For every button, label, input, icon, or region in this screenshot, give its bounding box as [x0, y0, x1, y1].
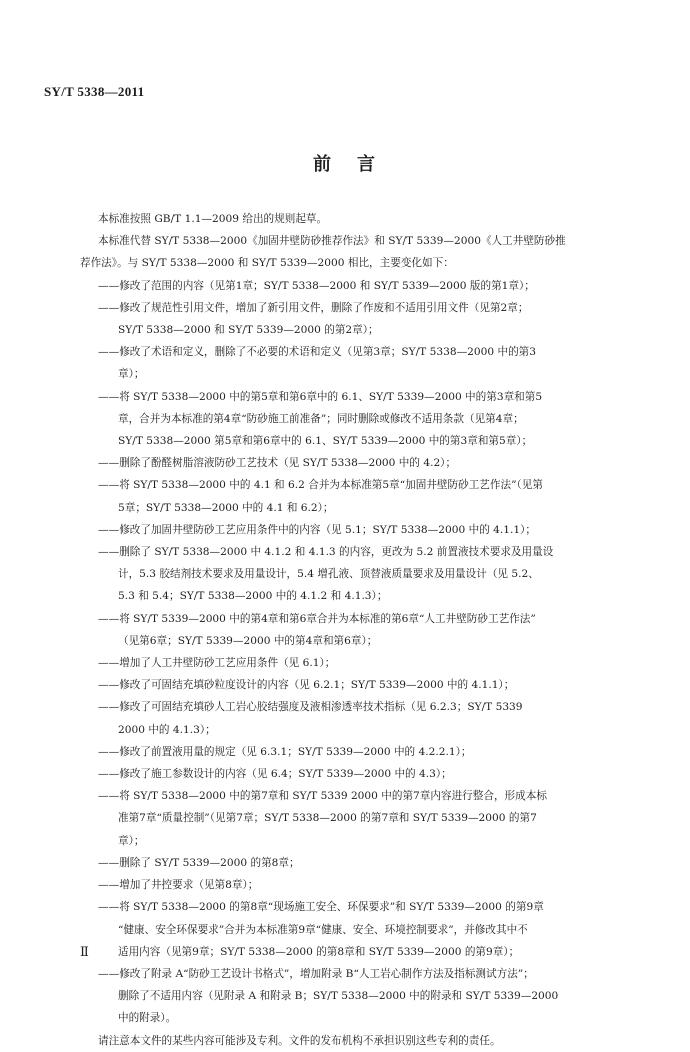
- change-item-text-continued: 删除了不适用内容（见附录 A 和附录 B；SY/T 5338—2000 中的附录和 SY/T 5339—2000: [118, 990, 559, 1003]
- change-list-item: [80, 785, 650, 852]
- change-list-item: [80, 275, 650, 297]
- document-body: [80, 208, 650, 1052]
- change-list-item: [80, 741, 650, 763]
- change-item-text: ——修改了可固结充填砂人工岩心胶结强度及液相渗透率技术指标（见 6.2.3；SY/T 5339: [98, 701, 523, 714]
- change-list-item: [80, 452, 650, 474]
- change-item-text: ——将 SY/T 5339—2000 中的第4章和第6章合并为本标准的第6章“人工井壁防砂工艺作法”: [98, 612, 536, 625]
- change-list-item: [80, 608, 650, 652]
- change-list-item: [80, 763, 650, 785]
- change-list-item: [80, 852, 650, 874]
- change-list-item: [80, 519, 650, 541]
- page-title: [0, 150, 690, 176]
- change-list-item: [80, 652, 650, 674]
- change-item-text: ——将 SY/T 5338—2000 中的 4.1 和 6.2 合并为本标准第5章“加固井壁防砂工艺作法”（见第: [98, 479, 543, 492]
- change-item-text: ——将 SY/T 5338—2000 中的第7章和 SY/T 5339 2000 中的第7章内容进行整合，形成本标: [98, 790, 547, 803]
- change-item-text-continued: 准第7章“质量控制”（见第7章；SY/T 5338—2000 的第7章和 SY/T 5339—2000 的第7: [118, 812, 537, 825]
- change-item-text: ——修改了附录 A“防砂工艺设计书格式”，增加附录 B“人工岩心制作方法及指标测试方法”；: [98, 967, 534, 980]
- title-char: 言: [357, 154, 377, 175]
- change-list-item: [80, 874, 650, 896]
- patent-notice: 请注意本文件的某些内容可能涉及专利。文件的发布机构不承担识别这些专利的责任。: [98, 1034, 501, 1047]
- change-list-item: [80, 696, 650, 740]
- change-item-text: ——删除了 SY/T 5338—2000 中 4.1.2 和 4.1.3 的内容，更改为 5.2 前置液技术要求及用量设: [98, 546, 554, 559]
- change-list-item: [80, 341, 650, 385]
- change-list-item: [80, 541, 650, 608]
- change-item-text-continued: （见第6章；SY/T 5339—2000 中的第4章和第6章）；: [118, 634, 378, 647]
- intro-paragraph: 本标准代替 SY/T 5338—2000《加固井壁防砂推荐作法》和 SY/T 5339—2000《人工井壁防砂推: [98, 235, 566, 248]
- change-list-item: [80, 896, 650, 963]
- change-list-item: [80, 963, 650, 1030]
- change-item-text: ——修改了加固井壁防砂工艺应用条件中的内容（见 5.1；SY/T 5338—2000 中的 4.1.1）；: [98, 523, 536, 536]
- change-item-text-continued: 2000 中的 4.1.3）；: [118, 723, 216, 736]
- change-item-text: ——修改了术语和定义，删除了不必要的术语和定义（见第3章；SY/T 5338—2000 中的第3: [98, 346, 537, 359]
- change-item-text-continued: 章）；: [118, 834, 145, 847]
- change-item-text: ——增加了人工井壁防砂工艺应用条件（见 6.1）；: [98, 657, 336, 670]
- change-item-text-continued: 章）；: [118, 368, 145, 381]
- change-list-item: [80, 674, 650, 696]
- change-item-text-continued: 5.3 和 5.4；SY/T 5338—2000 中的 4.1.2 和 4.1.3）；: [118, 590, 388, 603]
- title-char: 前: [313, 154, 333, 175]
- change-list-item: [80, 297, 650, 341]
- change-item-text: ——修改了施工参数设计的内容（见 6.4；SY/T 5339—2000 中的 4.3）；: [98, 768, 452, 781]
- change-item-text: ——将 SY/T 5338—2000 中的第5章和第6章中的 6.1、SY/T 5339—2000 中的第3章和第5: [98, 390, 543, 403]
- change-item-text-continued: 章，合并为本标准的第4章“防砂施工前准备”；同时删除或修改不适用条款（见第4章；: [118, 412, 524, 425]
- change-item-text: ——修改了范围的内容（见第1章；SY/T 5338—2000 和 SY/T 5339—2000 版的第1章）；: [98, 279, 535, 292]
- change-item-text: ——修改了可固结充填砂粒度设计的内容（见 6.2.1；SY/T 5339—2000 中的 4.1.1）；: [98, 679, 515, 692]
- change-item-text-continued: “健康、安全环保要求”合并为本标准第9章“健康、安全、环境控制要求”，并修改其中不: [118, 923, 528, 936]
- intro-paragraph-continued: 荐作法》。与 SY/T 5338—2000 和 SY/T 5339—2000 相比，主要变化如下：: [80, 257, 454, 270]
- intro-paragraph: 本标准按照 GB/T 1.1—2009 给出的规则起草。: [98, 213, 328, 225]
- change-list-item: [80, 386, 650, 453]
- change-list: [80, 275, 650, 1030]
- page-number: Ⅱ: [80, 944, 89, 959]
- change-list-item: [80, 474, 650, 518]
- change-item-text: ——增加了井控要求（见第8章）；: [98, 879, 259, 892]
- change-item-text: ——删除了酚醛树脂溶液防砂工艺技术（见 SY/T 5338—2000 中的 4.2）；: [98, 457, 457, 470]
- change-item-text: ——删除了 SY/T 5339—2000 的第8章；: [98, 856, 300, 869]
- change-item-text-continued: SY/T 5338—2000 和 SY/T 5339—2000 的第2章）；: [118, 324, 379, 337]
- change-item-text: ——修改了规范性引用文件，增加了新引用文件，删除了作废和不适用引用文件（见第2章；: [98, 301, 529, 314]
- change-item-text-continued: 中的附录）。: [118, 1012, 177, 1025]
- change-item-text-continued: SY/T 5338—2000 第5章和第6章中的 6.1、SY/T 5339—2000 中的第3章和第5章）；: [118, 435, 533, 448]
- change-item-text-continued: 计，5.3 胶结剂技术要求及用量设计，5.4 增孔液、顶替液质量要求及用量设计（见 5.2、: [118, 568, 539, 581]
- standard-code: SY/T 5338—2011: [44, 84, 145, 99]
- change-item-text-continued: 适用内容（见第9章；SY/T 5338—2000 的第8章和 SY/T 5339—2000 的第9章）；: [118, 945, 520, 958]
- change-item-text: ——修改了前置液用量的规定（见 6.3.1；SY/T 5339—2000 中的 4.2.2.1）；: [98, 745, 472, 758]
- change-item-text: ——将 SY/T 5338—2000 的第8章“现场施工安全、环保要求”和 SY/T 5339—2000 的第9章: [98, 901, 544, 914]
- change-item-text-continued: 5章；SY/T 5338—2000 中的 4.1 和 6.2）；: [118, 501, 334, 514]
